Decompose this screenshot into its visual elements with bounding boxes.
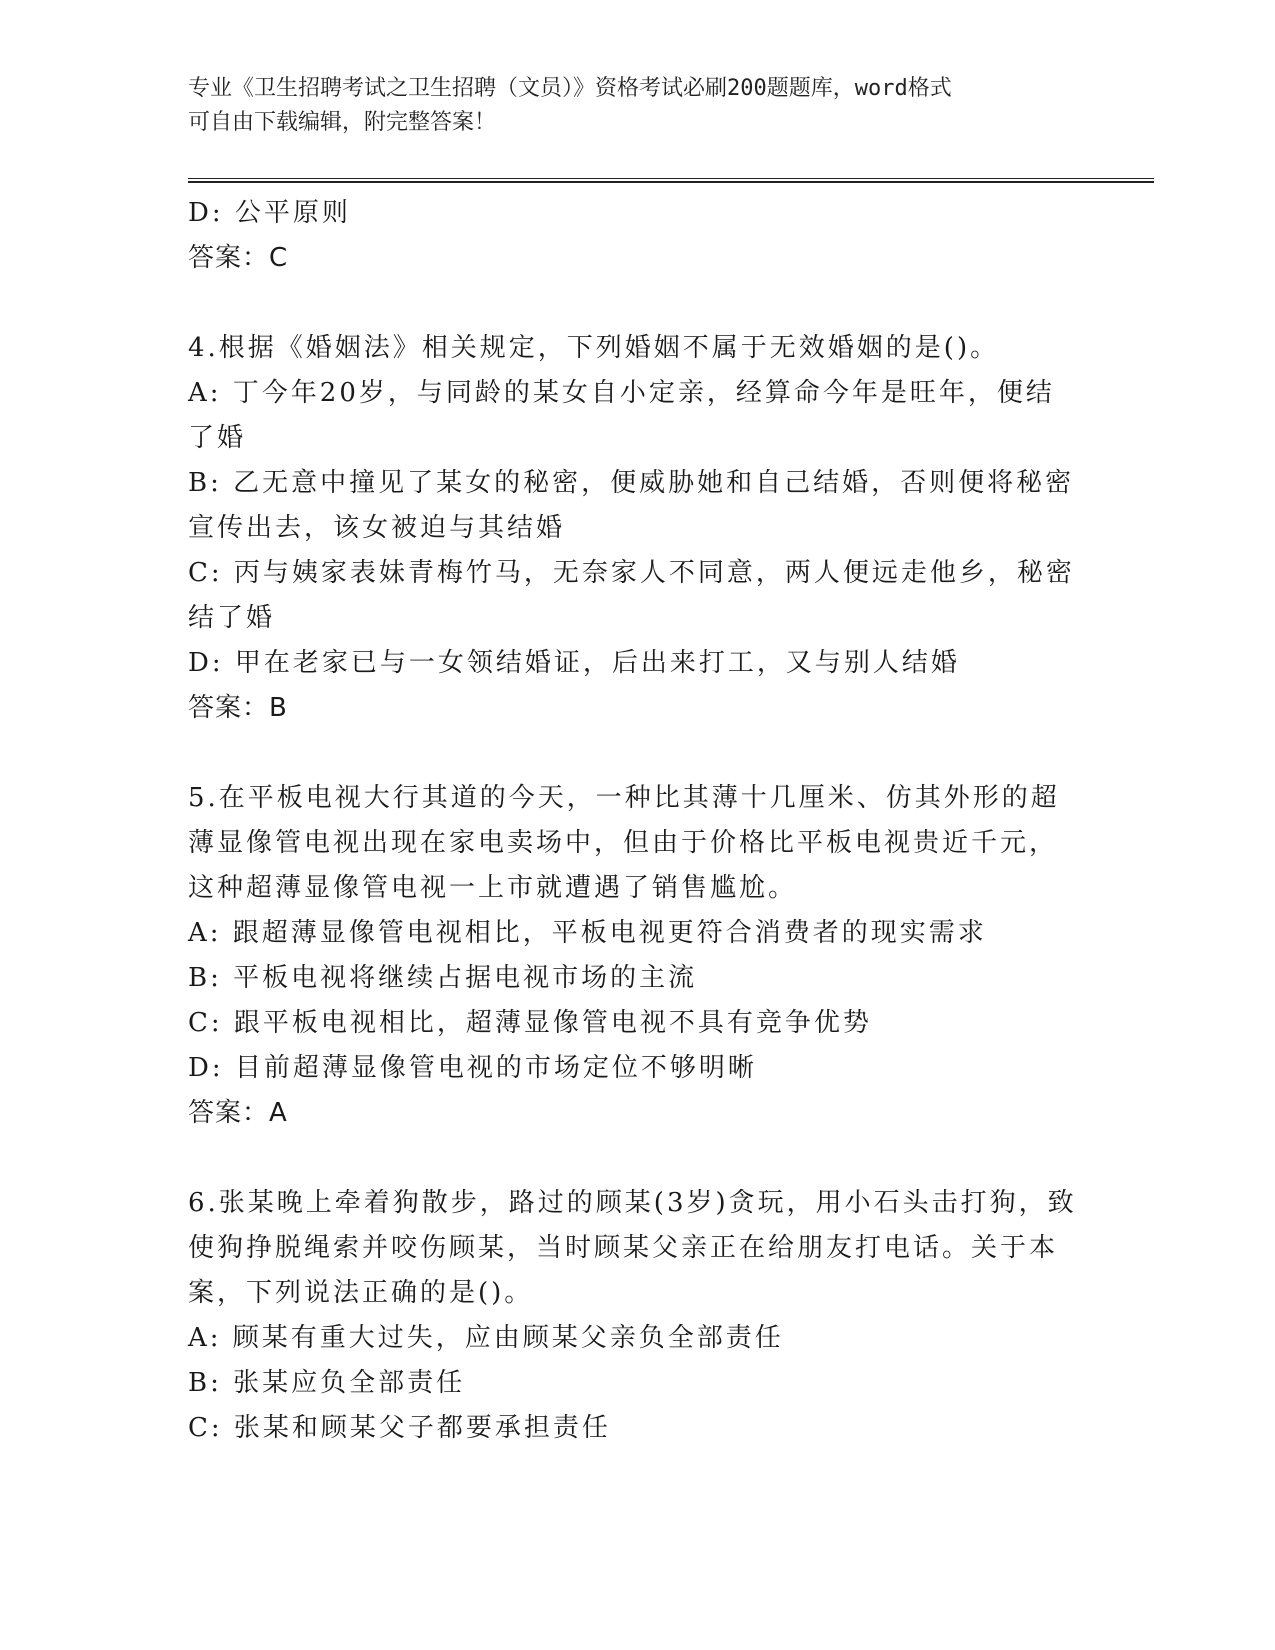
- question-5: [188, 776, 1088, 1136]
- header-title-line-2: 可自由下载编辑，附完整答案！: [188, 110, 497, 135]
- option-b: B: 张某应负全部责任: [188, 1368, 466, 1398]
- question-stem-continued: 薄显像管电视出现在家电卖场中，但由于价格比平板电视贵近千元，: [188, 828, 1059, 858]
- page-header: [188, 72, 1088, 140]
- option-b-continued: 宣传出去，该女被迫与其结婚: [188, 513, 566, 543]
- question-list: [188, 191, 1088, 1451]
- option-b: B: 平板电视将继续占据电视市场的主流: [188, 963, 698, 993]
- header-divider: [188, 178, 1154, 183]
- question-4: [188, 326, 1088, 731]
- option-a: A: 顾某有重大过失，应由顾某父亲负全部责任: [188, 1323, 784, 1353]
- option-c: C: 跟平板电视相比，超薄显像管电视不具有竞争优势: [188, 1008, 872, 1038]
- question-stem-continued: 这种超薄显像管电视一上市就遭遇了销售尴尬。: [188, 873, 798, 903]
- answer-label: 答案：A: [188, 1098, 288, 1128]
- spacer: [188, 731, 1088, 776]
- spacer: [188, 1136, 1088, 1181]
- spacer: [188, 281, 1088, 326]
- option-c: C: 张某和顾某父子都要承担责任: [188, 1413, 611, 1443]
- option-d: D: 甲在老家已与一女领结婚证，后出来打工，又与别人结婚: [188, 648, 960, 678]
- option-b: B: 乙无意中撞见了某女的秘密，便威胁她和自己结婚，否则便将秘密: [188, 468, 1075, 498]
- option-d: D: 目前超薄显像管电视的市场定位不够明晰: [188, 1053, 757, 1083]
- option-c-continued: 结了婚: [188, 603, 276, 633]
- question-3-tail: [188, 191, 1088, 281]
- question-6: [188, 1181, 1088, 1451]
- answer-label: 答案：B: [188, 693, 288, 723]
- option-a-continued: 了婚: [188, 423, 247, 453]
- question-stem-continued: 使狗挣脱绳索并咬伤顾某，当时顾某父亲正在给朋友打电话。关于本: [188, 1233, 1059, 1263]
- answer-label: 答案：C: [188, 243, 289, 273]
- option-a: A: 跟超薄显像管电视相比，平板电视更符合消费者的现实需求: [188, 918, 987, 948]
- question-stem: 4.根据《婚姻法》相关规定，下列婚姻不属于无效婚姻的是()。: [188, 333, 1000, 363]
- option-d: D: 公平原则: [188, 198, 351, 228]
- question-stem: 5.在平板电视大行其道的今天，一种比其薄十几厘米、仿其外形的超: [188, 783, 1060, 813]
- question-stem: 6.张某晚上牵着狗散步，路过的顾某(3岁)贪玩，用小石头击打狗，致: [188, 1188, 1077, 1218]
- option-a: A: 丁今年20岁，与同龄的某女自小定亲，经算命今年是旺年，便结: [188, 378, 1055, 408]
- option-c: C: 丙与姨家表妹青梅竹马，无奈家人不同意，两人便远走他乡，秘密: [188, 558, 1075, 588]
- header-title-line-1: 专业《卫生招聘考试之卫生招聘（文员）》资格考试必刷200题题库，word格式: [188, 76, 952, 101]
- question-stem-continued: 案，下列说法正确的是()。: [188, 1278, 534, 1308]
